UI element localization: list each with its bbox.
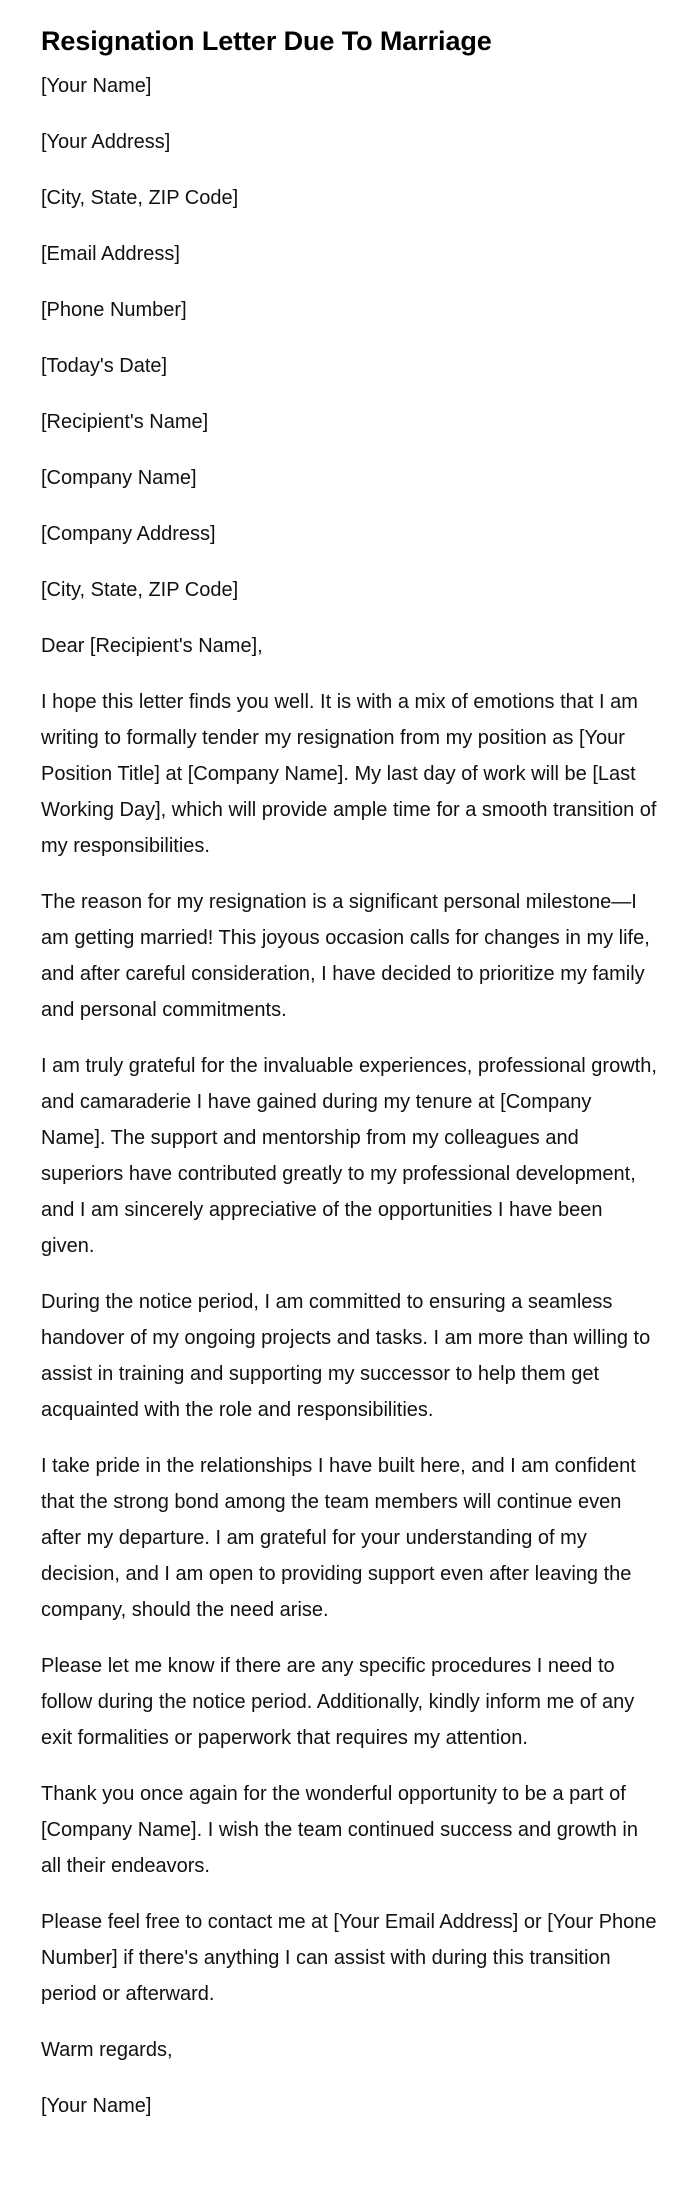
letter-date: [Today's Date] xyxy=(41,355,168,377)
paragraph-gratitude: I am truly grateful for the invaluable experiences, professional growth, and camaraderie I have gained during my tenure at [Company Name]. The support and mentorship from my colleagues and superiors have contributed greatly to my professional development, and I am sincerely appreciative of the opportunities I have been given. xyxy=(41,1055,657,1257)
company-name: [Company Name] xyxy=(41,467,197,489)
letter-content xyxy=(41,24,661,2124)
sender-name: [Your Name] xyxy=(41,75,152,97)
salutation: Dear [Recipient's Name], xyxy=(41,635,263,657)
paragraph-reason: The reason for my resignation is a significant personal milestone—I am getting married! This joyous occasion calls for changes in my life, and after careful consideration, I have decided to prioritize my family and personal commitments. xyxy=(41,891,650,1021)
paragraph-thanks: Thank you once again for the wonderful opportunity to be a part of [Company Name]. I wish the team continued success and growth in all their endeavors. xyxy=(41,1783,638,1877)
paragraph-relationships: I take pride in the relationships I have built here, and I am confident that the strong bond among the team members will continue even after my departure. I am grateful for your understanding of my decision, and I am open to providing support even after leaving the company, should the need arise. xyxy=(41,1455,636,1621)
paragraph-transition: During the notice period, I am committed to ensuring a seamless handover of my ongoing projects and tasks. I am more than willing to assist in training and supporting my successor to help them get acquainted with the role and responsibilities. xyxy=(41,1291,651,1421)
sender-address: [Your Address] xyxy=(41,131,171,153)
paragraph-intro: I hope this letter finds you well. It is with a mix of emotions that I am writing to formally tender my resignation from my position as [Your Position Title] at [Company Name]. My last day of work will be [Last Working Day], which will provide ample time for a smooth transition of my responsibilities. xyxy=(41,691,657,857)
recipient-name: [Recipient's Name] xyxy=(41,411,209,433)
closing: Warm regards, xyxy=(41,2039,173,2061)
recipient-city-state-zip: [City, State, ZIP Code] xyxy=(41,579,239,601)
sender-city-state-zip: [City, State, ZIP Code] xyxy=(41,187,239,209)
signature-name: [Your Name] xyxy=(41,2095,152,2117)
sender-phone: [Phone Number] xyxy=(41,299,187,321)
company-address: [Company Address] xyxy=(41,523,216,545)
sender-email: [Email Address] xyxy=(41,243,180,265)
paragraph-contact: Please feel free to contact me at [Your Email Address] or [Your Phone Number] if there's anything I can assist with during this transition period or afterward. xyxy=(41,1911,657,2005)
document-title: Resignation Letter Due To Marriage xyxy=(41,26,492,56)
paragraph-procedures: Please let me know if there are any specific procedures I need to follow during the notice period. Additionally, kindly inform me of any exit formalities or paperwork that requires my attention. xyxy=(41,1655,635,1749)
